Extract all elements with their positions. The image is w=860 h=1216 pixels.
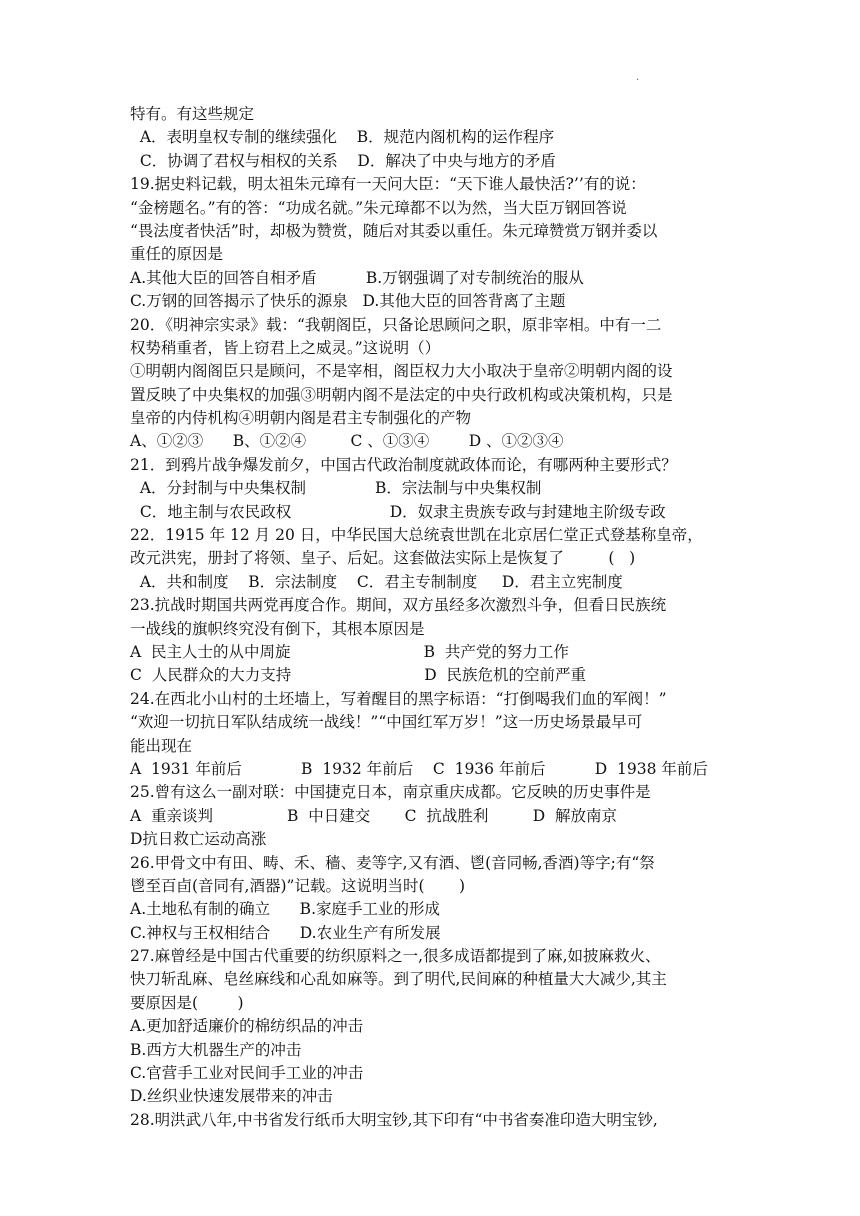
answer-options-line: D抗日救亡运动高涨 <box>130 830 267 849</box>
answer-options-line: C．地主制与农民政权 D．奴隶主贵族专政与封建地主阶级专政 <box>130 502 666 521</box>
answer-options-line: A.其他大臣的回答自相矛盾 B.万钢强调了对专制统治的服从 <box>130 268 584 287</box>
answer-options-line: A．共和制度 B．宗法制度 C．君主专制制度 D．君主立宪制度 <box>130 572 623 591</box>
question-27-line: 要原因是( ) <box>130 993 244 1012</box>
answer-options-line: A 民主人士的从中周旋 B 共产党的努力工作 <box>130 642 569 661</box>
answer-option-line: A.更加舒适廉价的棉纺织品的冲击 <box>130 1017 364 1036</box>
question-22-line: 22．1915 年 12 月 20 日，中华民国大总统袁世凯在北京居仁堂正式登基称皇帝， <box>130 526 703 545</box>
answer-options-line: C．协调了君权与相权的关系 D．解决了中央与地方的矛盾 <box>130 151 556 170</box>
question-24-line: 能出现在 <box>130 736 193 755</box>
question-24-line: “欢迎一切抗日军队结成统一战线！”“中国红军万岁！”这一历史场景最早可 <box>130 713 643 732</box>
question-19-line: “畏法度者快活”时，却极为赞赏，随后对其委以重任。朱元璋赞赏万钢并委以 <box>130 221 658 240</box>
question-22-line: 改元洪宪，册封了将领、皇子、后妃。这套做法实际上是恢复了 ( ) <box>130 549 636 568</box>
document-body <box>130 103 740 1132</box>
answer-options-line: C.万钢的回答揭示了快乐的源泉 D.其他大臣的回答背离了主题 <box>130 292 566 311</box>
question-24-line: 24.在西北小山村的土坯墙上，写着醒目的黑字标语：“打倒喝我们血的军阀！” <box>130 689 667 708</box>
question-19-line: “金榜题名。”有的答：“功成名就。”朱元璋都不以为然，当大臣万钢回答说 <box>130 198 627 217</box>
answer-options-line: A．分封制与中央集权制 B．宗法制与中央集权制 <box>130 479 542 498</box>
answer-option-line: C.官营手工业对民间手工业的冲击 <box>130 1064 364 1083</box>
question-20-line: ①明朝内阁阁臣只是顾问，不是宰相，阁臣权力大小取决于皇帝②明朝内阁的设 <box>130 362 673 381</box>
question-26-line: 鬯至百卣(音同有,酒器)”记载。这说明当时( ) <box>130 876 466 895</box>
question-28-line: 28.明洪武八年,中书省发行纸币大明宝钞,其下印有“中书省奏准印造大明宝钞, <box>130 1110 658 1129</box>
question-23-line: 一战线的旗帜终究没有倒下，其根本原因是 <box>130 619 425 638</box>
answer-option-line: B.西方大机器生产的冲击 <box>130 1040 302 1059</box>
question-20-line: 皇帝的内侍机构④明朝内阁是君主专制强化的产物 <box>130 409 472 428</box>
question-23-line: 23.抗战时期国共两党再度合作。期间，双方虽经多次激烈斗争，但看日民族统 <box>130 596 667 615</box>
answer-options-line: A 重亲谈判 B 中日建交 C 抗战胜利 D 解放南京 <box>130 806 618 825</box>
question-26-line: 26.甲骨文中有田、畴、禾、穑、麦等字,又有酒、鬯(音同畅,香酒)等字;有“祭 <box>130 853 655 872</box>
question-27-line: 27.麻曾经是中国古代重要的纺织原料之一,很多成语都提到了麻,如披麻救火、 <box>130 947 661 966</box>
question-19-line: 重任的原因是 <box>130 245 224 264</box>
question-25-line: 25.曾有这么一副对联：中国捷克日本，南京重庆成都。它反映的历史事件是 <box>130 783 651 802</box>
answer-options-line: C.神权与王权相结合 D.农业生产有所发展 <box>130 923 441 942</box>
answer-options-line: C 人民群众的大力支持 D 民族危机的空前严重 <box>130 666 587 685</box>
question-20-line: 权势稍重者，皆上窃君上之威灵。”这说明（） <box>130 338 441 357</box>
question-19-line: 19.据史料记载，明太祖朱元璋有一天问大臣：“天下谁人最快活?’’有的说： <box>130 175 646 194</box>
answer-options-line: A 1931 年前后 B 1932 年前后 C 1936 年前后 D 1938 年前后 <box>130 759 708 778</box>
answer-options-line: A、①②③ B、①②④ C 、①③④ D 、①②③④ <box>130 432 564 451</box>
question-21-line: 21．到鸦片战争爆发前夕，中国古代政治制度就政体而论，有哪两种主要形式？ <box>130 455 677 474</box>
answer-option-line: D.丝织业快速发展带来的冲击 <box>130 1087 333 1106</box>
answer-options-line: A．表明皇权专制的继续强化 B．规范内阁机构的运作程序 <box>130 128 555 147</box>
page-marker: . <box>636 72 640 83</box>
question-20-line: 20．《明神宗实录》载：“我朝阁臣，只备论思顾问之职，原非宰相。中有一二 <box>130 315 662 334</box>
answer-options-line: A.土地私有制的确立 B.家庭手工业的形成 <box>130 900 441 919</box>
question-20-line: 置反映了中央集权的加强③明朝内阁不是法定的中央行政机构或决策机构，只是 <box>130 385 673 404</box>
question-27-line: 快刀斩乱麻、皂丝麻线和心乱如麻等。到了明代,民间麻的种植量大大减少,其主 <box>130 970 667 989</box>
text-line: 特有。有这些规定 <box>130 105 255 123</box>
